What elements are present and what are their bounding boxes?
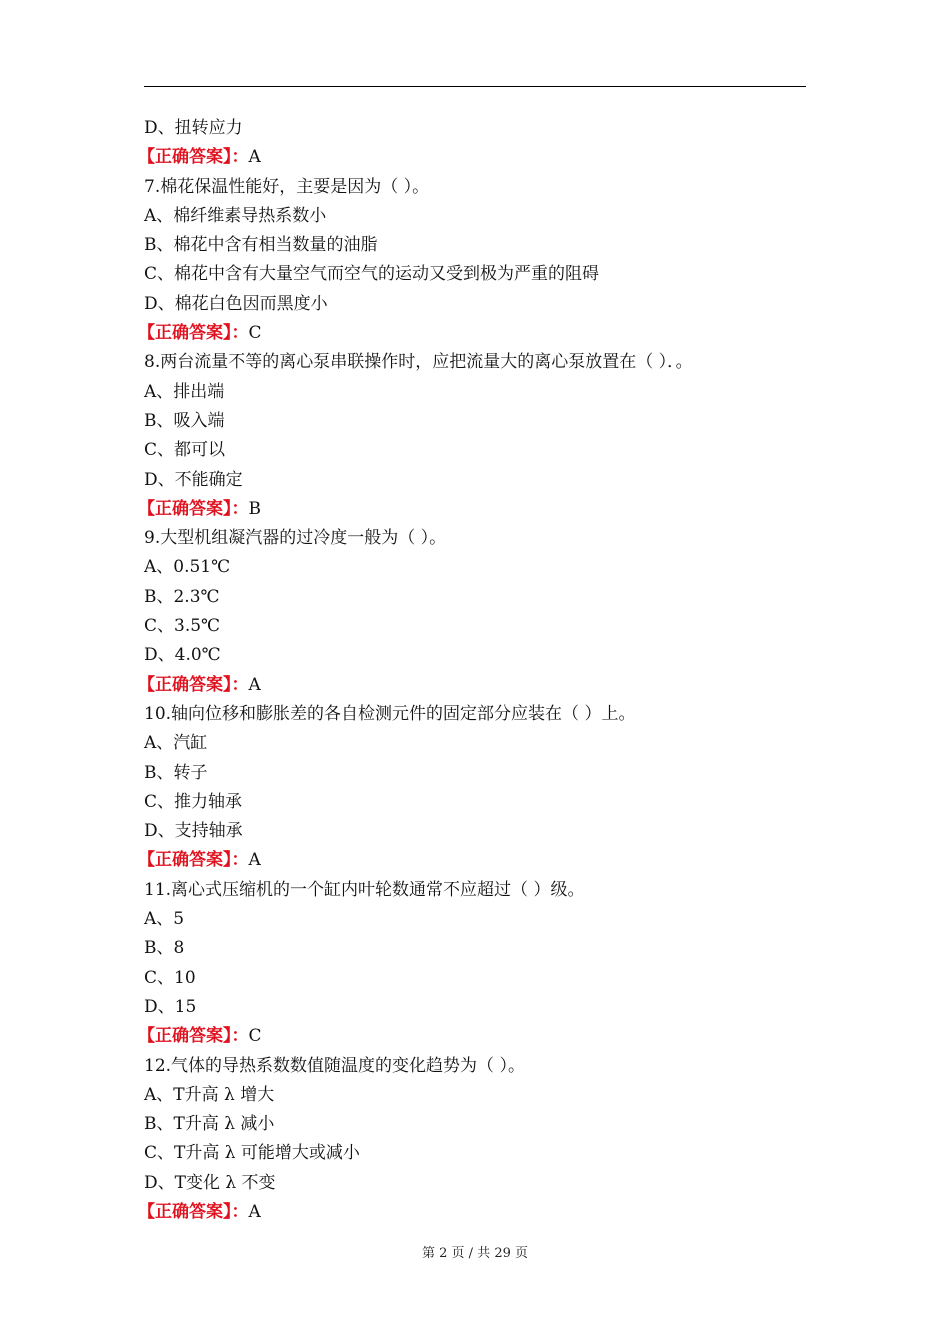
option-d: D、不能确定 (144, 469, 243, 490)
option-c: C、推力轴承 (144, 791, 243, 812)
option-a: A、棉纤维素导热系数小 (144, 205, 327, 226)
answer-label: 【正确答案】： (138, 147, 249, 168)
document-body (138, 114, 806, 1227)
answer-value: A (248, 147, 261, 168)
question-stem: 12.气体的导热系数数值随温度的变化趋势为（ ）。 (144, 1055, 525, 1076)
answer-label: 【正确答案】： (138, 498, 249, 519)
answer-row (138, 846, 806, 875)
option-c: C、3.5℃ (144, 616, 221, 637)
option-d: D、15 (144, 996, 197, 1017)
answer-value: A (248, 674, 261, 695)
answer-label: 【正确答案】： (138, 674, 249, 695)
answer-label: 【正确答案】： (138, 1026, 249, 1047)
answer-label: 【正确答案】： (138, 1201, 249, 1222)
option-d: D、扭转应力 (144, 118, 243, 138)
option-d: D、棉花白色因而黑度小 (144, 293, 328, 314)
answer-label: 【正确答案】： (138, 323, 249, 344)
option-a: A、排出端 (144, 381, 225, 402)
question-stem: 11.离心式压缩机的一个缸内叶轮数通常不应超过（ ）级。 (144, 879, 585, 900)
option-c: C、T升高 λ 可能增大或减小 (144, 1143, 360, 1164)
answer-value: A (248, 1201, 261, 1222)
answer-value: A (248, 850, 261, 871)
question-block (138, 348, 806, 524)
option-b: B、转子 (144, 762, 208, 783)
answer-row (138, 495, 806, 524)
option-c: C、10 (144, 967, 196, 988)
question-block (138, 173, 806, 349)
answer-row (138, 1198, 806, 1227)
option-a: A、5 (144, 909, 185, 930)
answer-value: B (248, 498, 261, 519)
answer-value: C (248, 1026, 262, 1047)
header-rule (144, 86, 806, 87)
answer-value: C (248, 323, 262, 344)
question-stem: 10.轴向位移和膨胀差的各自检测元件的固定部分应装在（ ）上。 (144, 703, 636, 724)
option-c: C、棉花中含有大量空气而空气的运动又受到极为严重的阻碍 (144, 264, 600, 285)
option-b: B、吸入端 (144, 410, 225, 431)
question-stem: 8.两台流量不等的离心泵串联操作时，应把流量大的离心泵放置在（ ）．。 (144, 352, 693, 373)
option-a: A、汽缸 (144, 733, 208, 754)
option-a: A、T升高 λ 增大 (144, 1084, 275, 1105)
answer-label: 【正确答案】： (138, 850, 249, 871)
answer-row (138, 671, 806, 700)
option-a: A、0.51℃ (144, 557, 231, 578)
option-d: D、支持轴承 (144, 821, 243, 842)
answer-row (138, 143, 806, 172)
answer-row (138, 319, 806, 348)
question-block (138, 700, 806, 876)
option-b: B、8 (144, 938, 185, 959)
option-b: B、2.3℃ (144, 586, 220, 607)
option-d: D、T变化 λ 不变 (144, 1172, 276, 1193)
question-block (138, 876, 806, 1052)
option-b: B、棉花中含有相当数量的油脂 (144, 235, 378, 256)
option-b: B、T升高 λ 减小 (144, 1114, 275, 1135)
question-block (138, 1052, 806, 1228)
answer-row (138, 1022, 806, 1051)
question-block (138, 524, 806, 700)
question-stem: 9.大型机组凝汽器的过冷度一般为（ ）。 (144, 528, 447, 549)
question-stem: 7.棉花保温性能好，主要是因为（ ）。 (144, 176, 430, 197)
option-c: C、都可以 (144, 440, 226, 461)
page-footer: 第 2 页 / 共 29 页 (422, 1246, 528, 1261)
option-d: D、4.0℃ (144, 645, 221, 666)
